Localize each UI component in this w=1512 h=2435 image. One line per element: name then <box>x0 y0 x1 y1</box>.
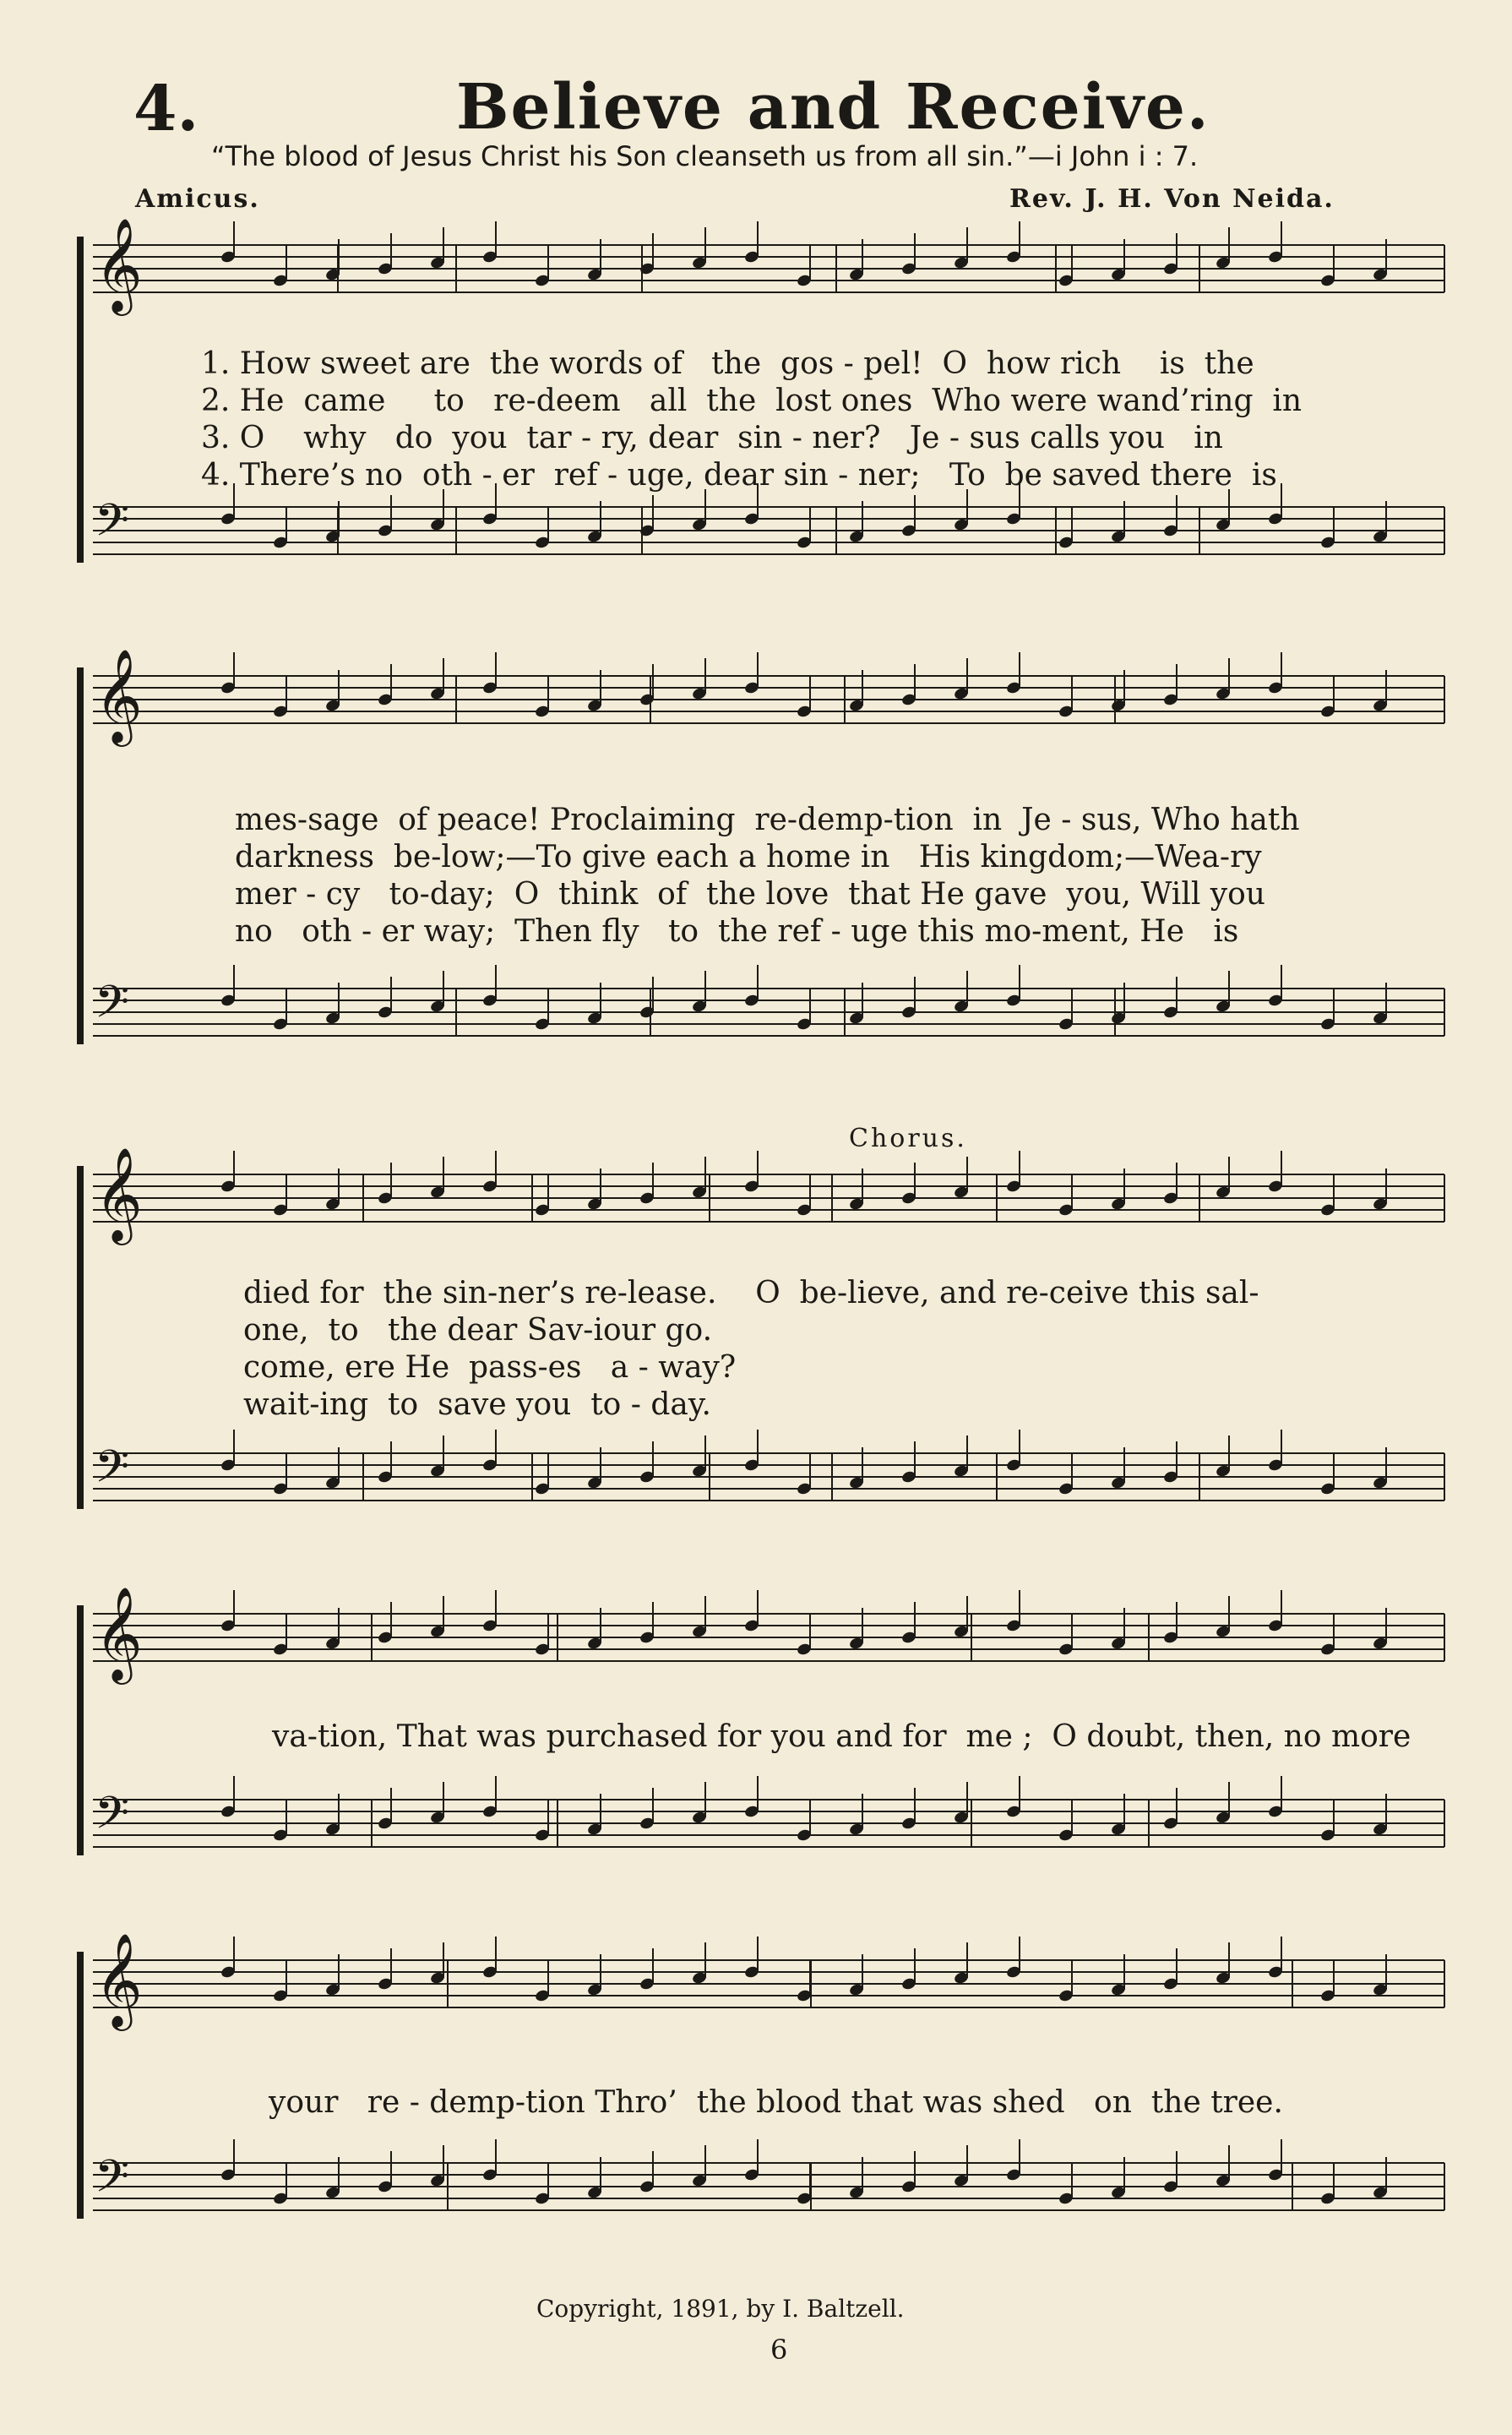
hymn-title: Believe and Receive. <box>456 71 1210 144</box>
lyric-line: no oth - er way; Then fly to the ref - uge this mo-ment, He is <box>235 914 1239 949</box>
scripture-epigraph: “The blood of Jesus Christ his Son cleanseth us from all sin.”—i John i : 7. <box>211 140 1199 172</box>
lyric-line: darkness be-low;—To give each a home in His kingdom;—Wea-ry <box>235 840 1262 874</box>
bass-clef-icon: 𝄢 <box>95 1788 130 1850</box>
treble-clef-icon: 𝄞 <box>95 648 143 743</box>
lyric-line: wait-ing to save you to - day. <box>243 1387 711 1422</box>
page-number: 6 <box>770 2334 788 2366</box>
lyric-line: 4. There’s no oth - er ref - uge, dear sin - ner; To be saved there is <box>201 458 1277 493</box>
copyright-notice: Copyright, 1891, by I. Baltzell. <box>536 2295 905 2323</box>
bass-clef-icon: 𝄢 <box>95 977 130 1039</box>
lyric-line: mes-sage of peace! Proclaiming re-demp-tion in Je - sus, Who hath <box>235 803 1300 837</box>
hymn-number: 4. <box>133 73 199 145</box>
lyric-line: mer - cy to-day; O think of the love that He gave you, Will you <box>235 877 1265 912</box>
lyric-line: your re - demp-tion Thro’ the blood that was shed on the tree. <box>269 2085 1283 2120</box>
lyric-line: one, to the dear Sav-iour go. <box>243 1313 713 1348</box>
bass-clef-icon: 𝄢 <box>95 2151 130 2214</box>
treble-clef-icon: 𝄞 <box>95 1147 143 1241</box>
lyric-line: died for the sin-ner’s re-lease. O be-lieve, and re-ceive this sal- <box>243 1276 1259 1310</box>
bass-clef-icon: 𝄢 <box>95 1441 130 1504</box>
lyric-line: 3. O why do you tar - ry, dear sin - ner? Je - sus calls you in <box>201 421 1223 455</box>
treble-clef-icon: 𝄞 <box>95 1932 143 2027</box>
lyric-line: 1. How sweet are the words of the gos - pel! O how rich is the <box>201 346 1254 381</box>
lyric-line: va-tion, That was purchased for you and for me ; O doubt, then, no more <box>272 1719 1411 1754</box>
composer-credit: Amicus. <box>135 184 260 214</box>
chorus-label: Chorus. <box>849 1124 967 1153</box>
lyric-line: 2. He came to re-deem all the lost ones Who were wand’ring in <box>201 384 1303 418</box>
treble-clef-icon: 𝄞 <box>95 1586 143 1681</box>
author-credit: Rev. J. H. Von Neida. <box>1009 184 1335 214</box>
treble-clef-icon: 𝄞 <box>95 217 143 312</box>
bass-clef-icon: 𝄢 <box>95 495 130 558</box>
lyric-line: come, ere He pass-es a - way? <box>243 1350 737 1385</box>
